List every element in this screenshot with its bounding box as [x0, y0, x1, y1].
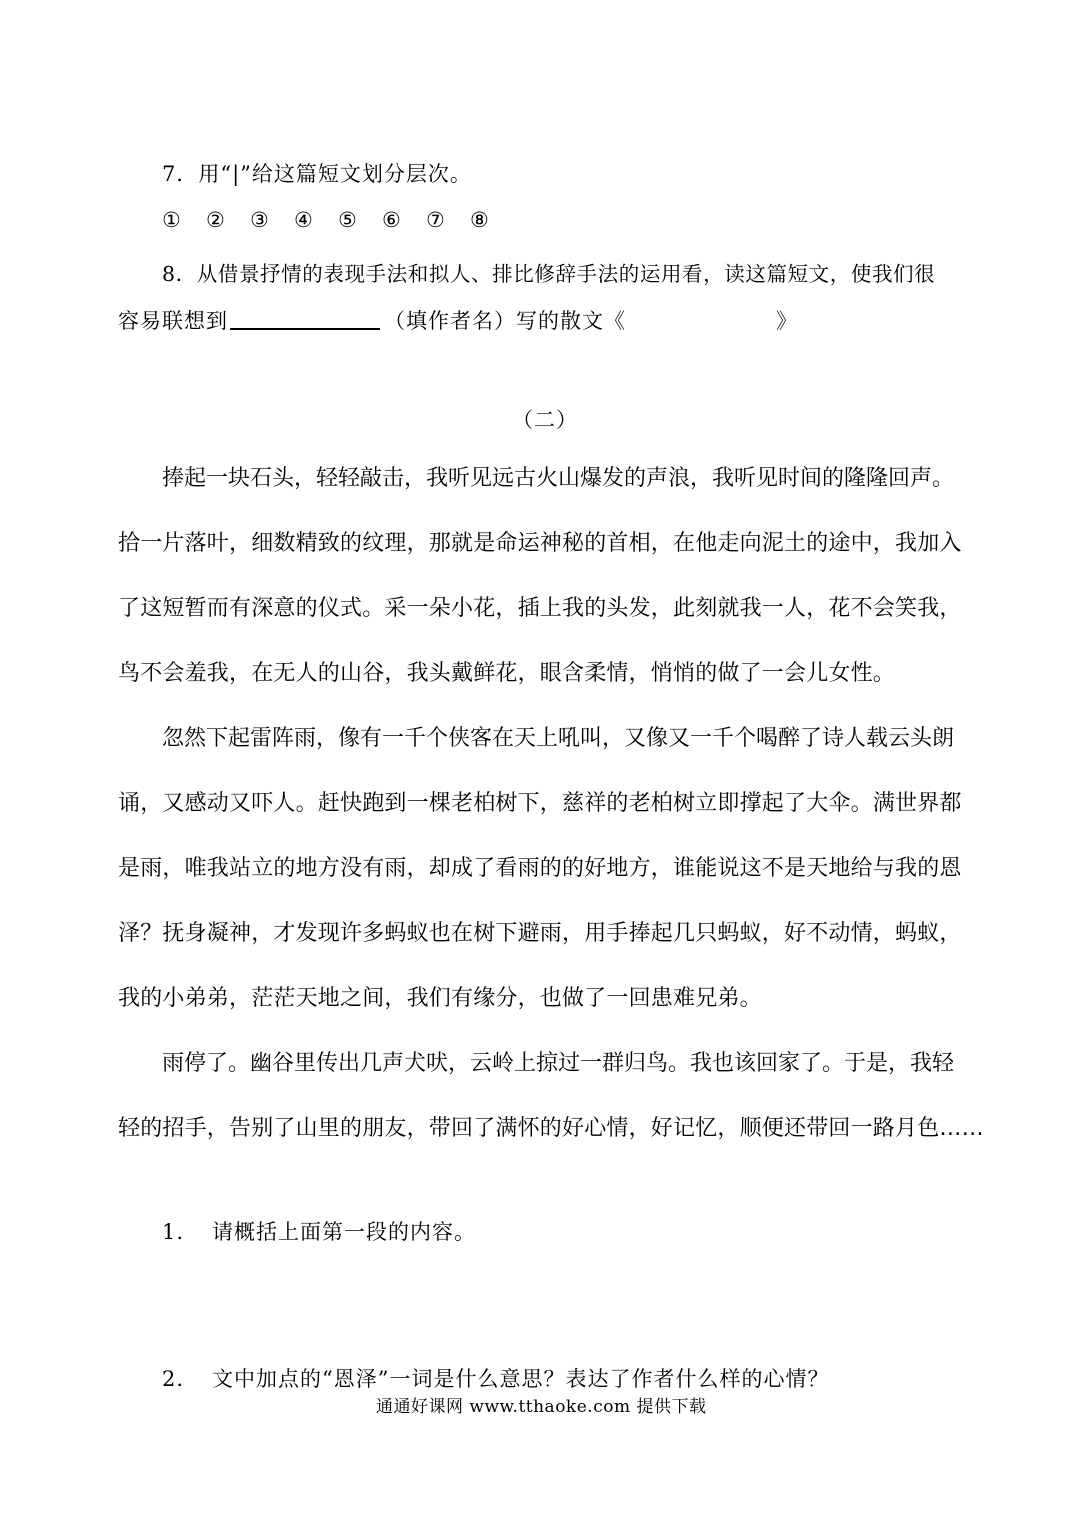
passage-line-6: 诵，又感动又吓人。赶快跑到一棵老柏树下，慈祥的老柏树立即撑起了大伞。满世界都	[118, 791, 962, 816]
passage-line-9: 我的小弟弟，茫茫天地之间，我们有缘分，也做了一回患难兄弟。	[118, 986, 762, 1011]
question-2	[162, 1363, 830, 1393]
marker-1: ①	[162, 208, 181, 232]
passage-line-2: 拾一片落叶，细数精致的纹理，那就是命运神秘的首相，在他走向泥土的途中，我加入	[118, 531, 962, 556]
marker-2: ②	[206, 208, 225, 232]
question-8-line1: 8．从借景抒情的表现手法和拟人、排比修辞手法的运用看，读这篇短文，使我们很	[162, 262, 936, 286]
question-8-prefix: 容易联想到	[118, 309, 228, 333]
passage-line-3: 了这短暂而有深意的仪式。采一朵小花，插上我的头发，此刻就我一人，花不会笑我，	[118, 596, 962, 621]
question-2-text: 文中加点的“恩泽”一词是什么意思？表达了作者什么样的心情？	[212, 1367, 830, 1391]
passage-line-7: 是雨，唯我站立的地方没有雨，却成了看雨的的好地方，谁能说这不是天地给与我的恩	[118, 856, 962, 881]
passage-line-8: 泽？抚身凝神，才发现许多蚂蚁也在树下避雨，用手捧起几只蚂蚁，好不动情，蚂蚁，	[118, 921, 962, 946]
marker-8: ⑧	[470, 208, 489, 232]
question-1	[162, 1216, 476, 1246]
passage-line-1: 捧起一块石头，轻轻敲击，我听见远古火山爆发的声浪，我听见时间的隆隆回声。	[162, 466, 955, 491]
marker-7: ⑦	[426, 208, 445, 232]
question-1-text: 请概括上面第一段的内容。	[212, 1220, 477, 1244]
author-blank[interactable]	[230, 308, 380, 330]
marker-4: ④	[294, 208, 313, 232]
passage-line-11: 轻的招手，告别了山里的朋友，带回了满怀的好心情，好记忆，顺便还带回一路月色……	[118, 1116, 984, 1141]
page-footer: 通通好课网 www.tthaoke.com 提供下载	[376, 1397, 707, 1417]
passage-line-4: 鸟不会羞我，在无人的山谷，我头戴鲜花，眼含柔情，悄悄的做了一会儿女性。	[118, 661, 896, 686]
question-1-number: 1.	[162, 1220, 185, 1244]
passage-line-10: 雨停了。幽谷里传出几声犬吠，云岭上掠过一群归鸟。我也该回家了。于是，我轻	[162, 1051, 955, 1076]
question-7: 7．用“|”给这篇短文划分层次。	[162, 162, 472, 186]
marker-3: ③	[250, 208, 269, 232]
passage-line-5: 忽然下起雷阵雨，像有一千个侠客在天上吼叫，又像又一千个喝醉了诗人载云头朗	[162, 726, 955, 751]
marker-6: ⑥	[382, 208, 401, 232]
question-8-suffix: 》	[776, 309, 798, 333]
marker-5: ⑤	[338, 208, 357, 232]
question-8-line2	[118, 305, 798, 335]
question-2-number: 2.	[162, 1367, 185, 1391]
section-title: （二）	[512, 408, 578, 432]
question-8-middle: （填作者名）写的散文《	[384, 309, 626, 333]
paragraph-markers	[162, 208, 514, 232]
